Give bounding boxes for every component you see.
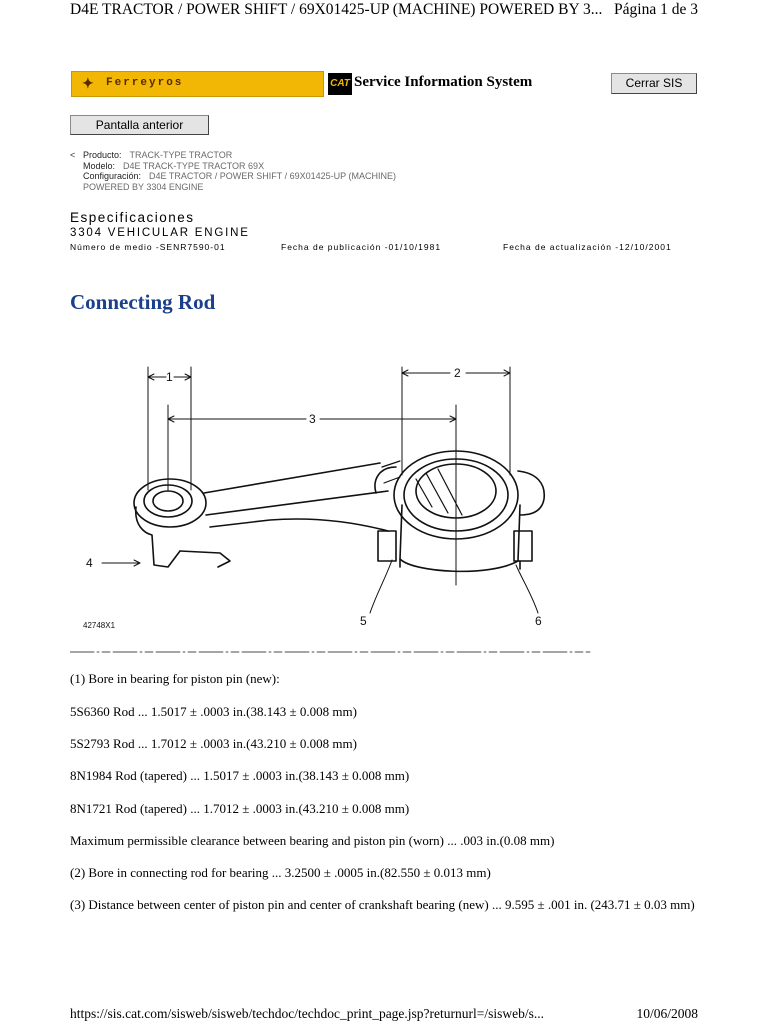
- product-info-value: POWERED BY 3304 ENGINE: [83, 181, 204, 192]
- media-number: Número de medio -SENR7590-01: [70, 242, 226, 252]
- spec-line: Maximum permissible clearance between bearing and piston pin (worn) ... .003 in.(0.08 mm): [70, 833, 555, 848]
- product-info-value: D4E TRACTOR / POWER SHIFT / 69X01425-UP (MACHINE): [149, 171, 396, 181]
- update-date: Fecha de actualización -12/10/2001: [503, 242, 672, 252]
- callout-5: 5: [360, 614, 367, 628]
- product-info-row: [70, 150, 396, 161]
- system-title: Service Information System: [354, 74, 533, 90]
- product-info-row: [70, 161, 396, 172]
- spec-line: (1) Bore in bearing for piston pin (new):: [70, 671, 280, 686]
- small-end: [134, 479, 206, 567]
- product-info-value: TRACK-TYPE TRACTOR: [129, 150, 233, 160]
- spec-line: 8N1721 Rod (tapered) ... 1.7012 ± .0003 in.(43.210 ± 0.008 mm): [70, 801, 410, 816]
- figure-id: 42748X1: [83, 621, 116, 630]
- engine-name: 3304 VEHICULAR ENGINE: [70, 227, 250, 239]
- print-date: 10/06/2008: [636, 1006, 698, 1021]
- publication-date: Fecha de publicación -01/10/1981: [281, 242, 442, 252]
- dealer-name: Ferreyros: [106, 77, 184, 89]
- product-info-row: [70, 182, 396, 193]
- section-heading: Especificaciones: [70, 210, 195, 225]
- callout-4: 4: [86, 556, 93, 570]
- previous-screen-button[interactable]: Pantalla anterior: [70, 115, 209, 135]
- document-title: Connecting Rod: [70, 290, 216, 314]
- dealer-logo-icon: ✦: [82, 77, 94, 92]
- product-info-label: Producto:: [83, 150, 122, 160]
- rod-beam: [180, 461, 400, 567]
- product-info-value: D4E TRACK-TYPE TRACTOR 69X: [123, 160, 265, 171]
- spec-line: 5S2793 Rod ... 1.7012 ± .0003 in.(43.210 ± 0.008 mm): [70, 736, 357, 751]
- big-end: [375, 451, 544, 585]
- collapse-arrow-icon[interactable]: <: [70, 150, 76, 160]
- cat-logo: CAT: [328, 73, 352, 95]
- product-info-label: Configuración:: [83, 171, 142, 181]
- spec-line: (3) Distance between center of piston pin and center of crankshaft bearing (new) ... 9.595 ± .001 in. (243.71 ± 0.03 mm): [70, 897, 695, 912]
- spec-line: (2) Bore in connecting rod for bearing ... 3.2500 ± .0005 in.(82.550 ± 0.013 mm): [70, 865, 491, 880]
- callout-6: 6: [535, 614, 542, 628]
- leader-lines: [102, 560, 538, 613]
- print-page-title: D4E TRACTOR / POWER SHIFT / 69X01425-UP (MACHINE) POWERED BY 3...: [70, 1, 603, 18]
- spec-line: 8N1984 Rod (tapered) ... 1.5017 ± .0003 in.(38.143 ± 0.008 mm): [70, 768, 410, 783]
- print-url: https://sis.cat.com/sisweb/sisweb/techdoc/techdoc_print_page.jsp?returnurl=/sisweb/s...: [70, 1006, 545, 1021]
- callout-3: 3: [309, 412, 316, 426]
- spec-line: 5S6360 Rod ... 1.5017 ± .0003 in.(38.143 ± 0.008 mm): [70, 704, 357, 719]
- dealer-banner: [71, 71, 324, 97]
- product-info-label: Modelo:: [83, 160, 116, 171]
- product-info: [70, 150, 396, 192]
- close-sis-button[interactable]: Cerrar SIS: [611, 73, 697, 94]
- print-page-number: Página 1 de 3: [614, 1, 698, 18]
- product-info-row: [70, 171, 396, 182]
- callout-2: 2: [454, 366, 461, 380]
- callout-1: 1: [166, 370, 173, 384]
- connecting-rod-illustration: [70, 355, 600, 660]
